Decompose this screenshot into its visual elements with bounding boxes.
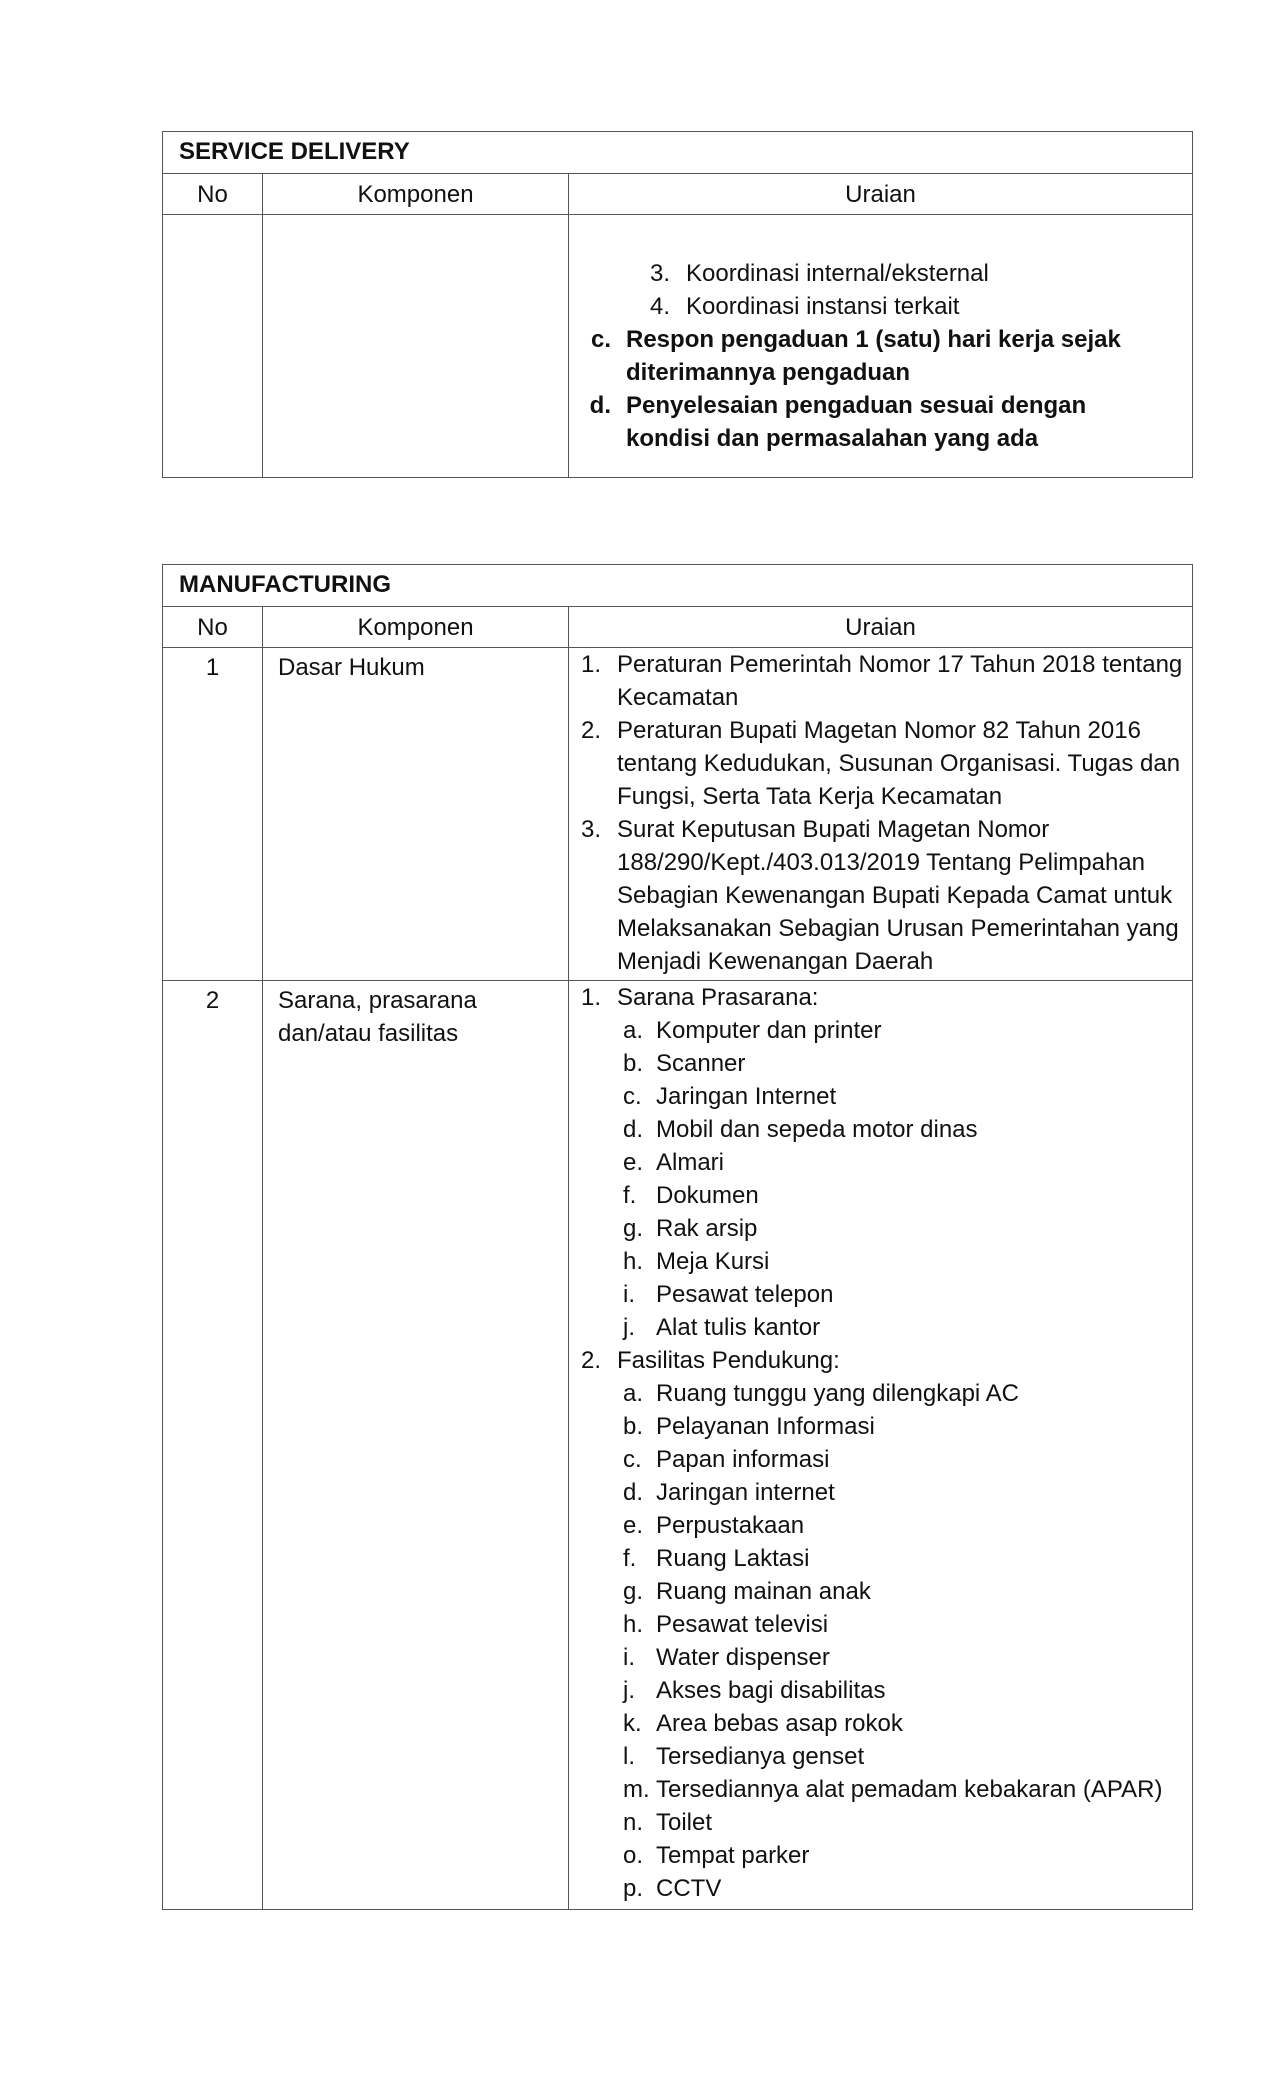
list-text: Peraturan Bupati Magetan Nomor 82 Tahun 2016 tentang Kedudukan, Susunan Organisasi. Tugas dan Fungsi, Serta Tata Kerja Kecamatan <box>617 717 1181 810</box>
list-marker: d. <box>623 1479 644 1506</box>
table-title: SERVICE DELIVERY <box>163 132 1192 174</box>
header-komponen: Komponen <box>263 174 569 214</box>
list-marker: 2. <box>580 1347 601 1374</box>
list-marker: b. <box>623 1050 644 1077</box>
list-text: Alat tulis kantor <box>656 1314 821 1341</box>
list-text: Mobil dan sepeda motor dinas <box>656 1116 978 1143</box>
list-text: Rak arsip <box>656 1215 758 1242</box>
list-text: Perpustakaan <box>656 1512 805 1539</box>
list-item <box>569 1707 1192 1740</box>
list-item <box>569 323 1152 389</box>
list-text: Koordinasi internal/eksternal <box>686 260 989 287</box>
list-text: Jaringan Internet <box>656 1083 837 1110</box>
list-marker: p. <box>623 1875 644 1902</box>
list-marker: 3. <box>649 260 670 287</box>
list-item <box>569 1443 1192 1476</box>
list-item <box>569 257 1152 290</box>
list-marker: m. <box>623 1776 650 1803</box>
cell-uraian <box>569 981 1192 1909</box>
list-marker: d. <box>589 392 611 419</box>
list-marker: 4. <box>649 293 670 320</box>
table-header-row <box>163 174 1192 215</box>
list-text: Water dispenser <box>656 1644 830 1671</box>
list-marker: 2. <box>580 717 601 744</box>
list-marker: l. <box>623 1743 635 1770</box>
list-item <box>569 1872 1192 1905</box>
list-marker: f. <box>623 1545 637 1572</box>
list-item <box>569 1278 1192 1311</box>
list-text: CCTV <box>656 1875 722 1902</box>
list-text: Pesawat televisi <box>656 1611 829 1638</box>
header-uraian: Uraian <box>845 181 916 208</box>
list-text: Tersedianya genset <box>656 1743 865 1770</box>
list-item <box>569 1839 1192 1872</box>
list-item <box>569 648 1192 714</box>
list-text: Pesawat telepon <box>656 1281 834 1308</box>
cell-komponen: Dasar Hukum <box>263 648 569 980</box>
list-marker: a. <box>623 1017 644 1044</box>
list-item <box>569 1806 1192 1839</box>
list-text: Fasilitas Pendukung: <box>617 1347 840 1374</box>
service-delivery-table <box>162 131 1193 478</box>
list-item <box>569 1014 1192 1047</box>
list-marker: f. <box>623 1182 637 1209</box>
list-text: Dokumen <box>656 1182 759 1209</box>
list-text: Peraturan Pemerintah Nomor 17 Tahun 2018 tentang Kecamatan <box>617 651 1183 711</box>
list-marker: n. <box>623 1809 644 1836</box>
list-marker: e. <box>623 1149 644 1176</box>
list-item <box>569 1179 1192 1212</box>
list-text: Meja Kursi <box>656 1248 770 1275</box>
list-text: Tempat parker <box>656 1842 810 1869</box>
list-item <box>569 1212 1192 1245</box>
list-marker: i. <box>623 1281 635 1308</box>
list-item <box>569 1476 1192 1509</box>
cell-no: 1 <box>163 648 263 980</box>
list-text: Ruang Laktasi <box>656 1545 810 1572</box>
table-header-row <box>163 607 1192 648</box>
list-item <box>569 290 1152 323</box>
cell-no: 2 <box>163 981 263 1909</box>
list-marker: a. <box>623 1380 644 1407</box>
list-marker: j. <box>623 1314 635 1341</box>
list-text: Ruang tunggu yang dilengkapi AC <box>656 1380 1019 1407</box>
cell-uraian <box>569 648 1192 980</box>
list-marker: e. <box>623 1512 644 1539</box>
list-marker: d. <box>623 1116 644 1143</box>
list-text: Papan informasi <box>656 1446 830 1473</box>
list-text: Pelayanan Informasi <box>656 1413 875 1440</box>
list-marker: c. <box>623 1446 642 1473</box>
list-item <box>569 1773 1192 1806</box>
header-no: No <box>163 174 263 214</box>
table-row <box>163 648 1192 981</box>
table-title: MANUFACTURING <box>163 565 1192 607</box>
list-item <box>569 1146 1192 1179</box>
list-marker: 3. <box>580 816 601 843</box>
list-text: Ruang mainan anak <box>656 1578 871 1605</box>
list-text: Komputer dan printer <box>656 1017 882 1044</box>
list-item <box>569 1608 1192 1641</box>
cell-no <box>163 215 263 477</box>
list-item <box>569 714 1192 813</box>
list-marker: h. <box>623 1248 644 1275</box>
list-item <box>569 1245 1192 1278</box>
header-uraian: Uraian <box>845 614 916 641</box>
list-text: Sarana Prasarana: <box>617 984 819 1011</box>
list-item <box>569 1509 1192 1542</box>
list-text: Koordinasi instansi terkait <box>686 293 960 320</box>
list-text: Area bebas asap rokok <box>656 1710 903 1737</box>
list-text: Scanner <box>656 1050 746 1077</box>
list-text: Tersediannya alat pemadam kebakaran (APAR) <box>656 1776 1163 1803</box>
table-row <box>163 215 1192 477</box>
list-text: Akses bagi disabilitas <box>656 1677 886 1704</box>
list-marker: c. <box>590 326 611 353</box>
list-item <box>569 1047 1192 1080</box>
list-marker: 1. <box>580 984 601 1011</box>
header-komponen: Komponen <box>263 607 569 647</box>
list-text: Respon pengaduan 1 (satu) hari kerja sejak diterimannya pengaduan <box>626 326 1121 386</box>
cell-uraian <box>569 215 1192 477</box>
table-row <box>163 981 1192 1909</box>
list-text: Surat Keputusan Bupati Magetan Nomor 188/290/Kept./403.013/2019 Tentang Pelimpahan Sebagian Kewenangan Bupati Kepada Camat untuk Melaksanakan Sebagian Urusan Pemerintahan yang Menjadi Kewenangan Daerah <box>617 816 1179 975</box>
list-text: Toilet <box>656 1809 713 1836</box>
list-item <box>569 813 1192 978</box>
list-item <box>569 1740 1192 1773</box>
list-text: Almari <box>656 1149 725 1176</box>
list-item <box>569 389 1152 455</box>
list-item <box>569 1575 1192 1608</box>
list-marker: c. <box>623 1083 642 1110</box>
list-item <box>569 1311 1192 1344</box>
header-no: No <box>163 607 263 647</box>
list-item <box>569 981 1192 1014</box>
list-marker: j. <box>623 1677 635 1704</box>
list-marker: k. <box>623 1710 642 1737</box>
list-item <box>569 1410 1192 1443</box>
list-marker: o. <box>623 1842 644 1869</box>
list-item <box>569 1344 1192 1377</box>
cell-komponen: Sarana, prasarana dan/atau fasilitas <box>263 981 569 1909</box>
list-marker: i. <box>623 1644 635 1671</box>
list-marker: g. <box>623 1578 644 1605</box>
list-item <box>569 1542 1192 1575</box>
manufacturing-table <box>162 564 1193 1910</box>
list-item <box>569 1377 1192 1410</box>
list-marker: b. <box>623 1413 644 1440</box>
cell-komponen <box>263 215 569 477</box>
list-item <box>569 1674 1192 1707</box>
list-marker: g. <box>623 1215 644 1242</box>
list-marker: 1. <box>580 651 601 678</box>
list-item <box>569 1641 1192 1674</box>
list-marker: h. <box>623 1611 644 1638</box>
list-item <box>569 1113 1192 1146</box>
list-item <box>569 1080 1192 1113</box>
list-text: Penyelesaian pengaduan sesuai dengan kondisi dan permasalahan yang ada <box>626 392 1087 452</box>
list-text: Jaringan internet <box>656 1479 835 1506</box>
